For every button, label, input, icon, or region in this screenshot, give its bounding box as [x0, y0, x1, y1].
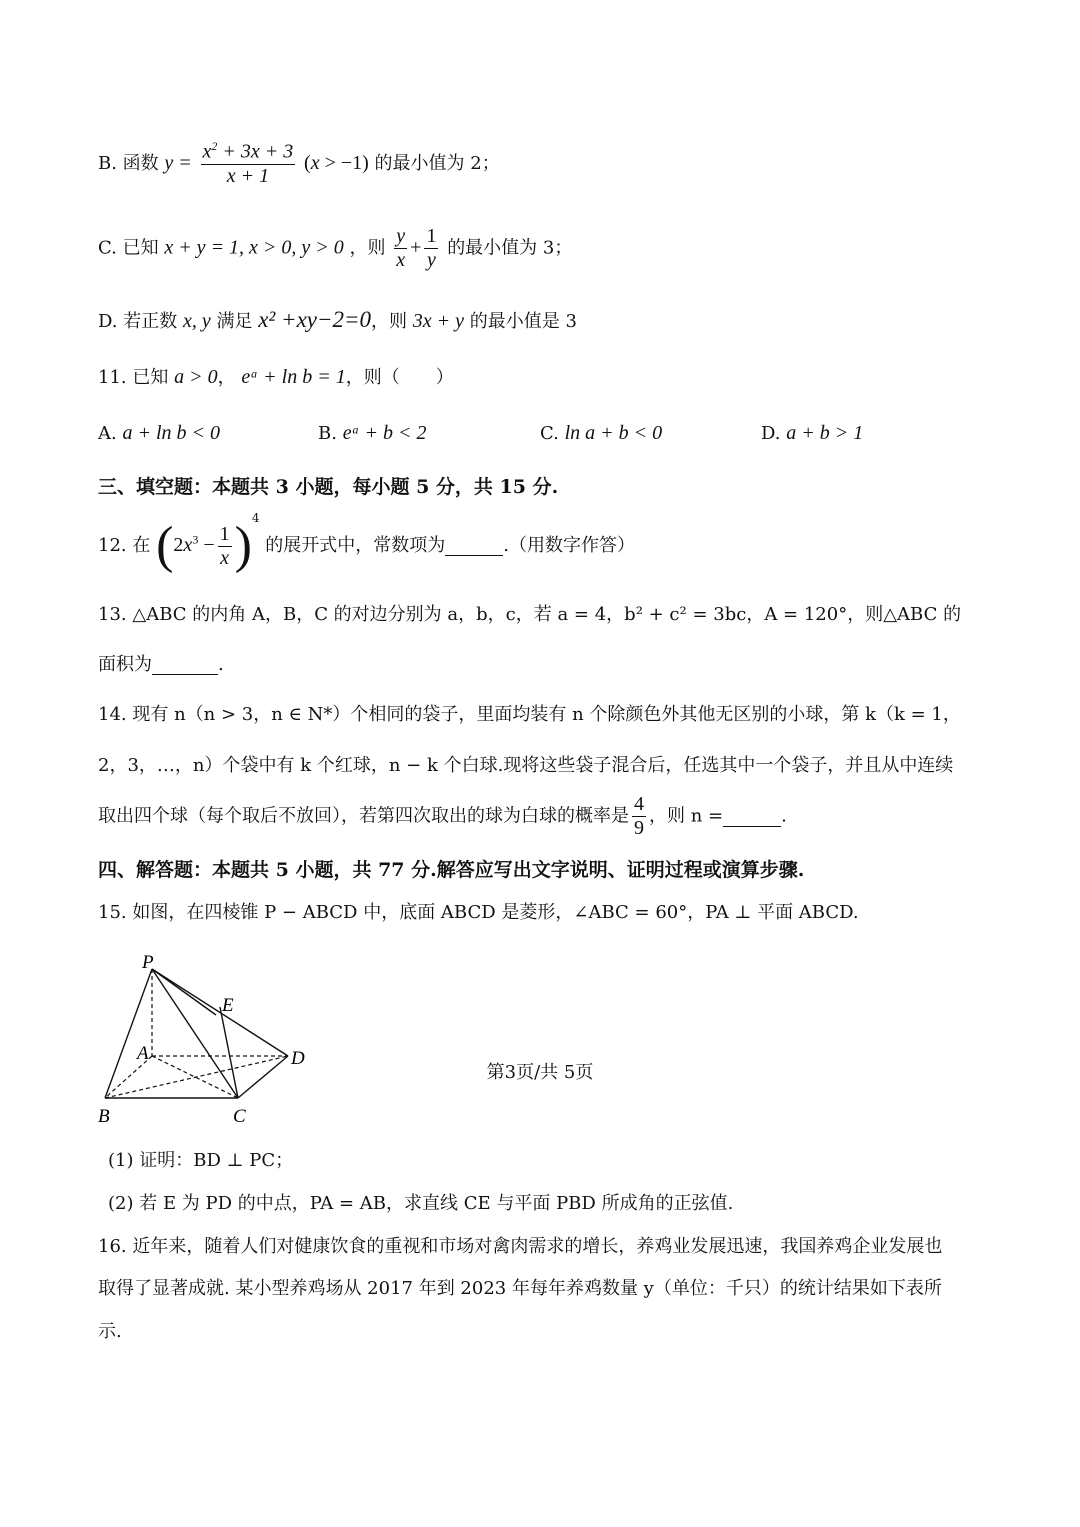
q11-cond1: a > 0 — [174, 366, 218, 388]
q11-choice-b — [318, 423, 427, 443]
q14-line3-mid: ，则 n = — [649, 805, 724, 827]
q14-line-3 — [98, 793, 787, 840]
q12-answer-blank[interactable] — [445, 537, 503, 556]
section-4-heading: 四、解答题：本题共 5 小题，共 77 分.解答应写出文字说明、证明过程或演算步骤. — [98, 859, 805, 881]
q11-tail: ，则（ ） — [345, 367, 454, 388]
q16-line-3: 示. — [98, 1321, 122, 1342]
question-12: 12. 在 ($2x^3$ − $\frac{1}{x}$ )$^4$ 的展开式中，常数项为 .（用数字作答） — [98, 511, 636, 574]
q14-line3-prefix: 取出四个球（每个取后不放回），若第四次取出的球为白球的概率是 — [98, 805, 629, 827]
option-d-mid2: ，则 — [371, 311, 408, 332]
option-d-suffix: 的最小值是 3 — [469, 311, 577, 332]
option-b-function: y = — [164, 151, 192, 174]
q13-answer-blank[interactable] — [152, 656, 218, 675]
option-d-expr: 3x + y — [412, 310, 465, 332]
option-d — [98, 308, 577, 331]
q11-choice-c — [540, 423, 662, 443]
option-c-condition: x + y = 1, x > 0, y > 0 — [164, 236, 344, 259]
q15-part-2: (2) 若 E 为 PD 的中点，PA = AB，求直线 CE 与平面 PBD 所成角的正弦值. — [108, 1193, 734, 1214]
q11-choice-d-text: a + b > 1 — [786, 422, 864, 444]
q14-answer-blank[interactable] — [723, 808, 781, 827]
option-b-domain: (x > −1) — [304, 151, 369, 174]
section-3-heading: 三、填空题：本题共 3 小题，每小题 5 分，共 15 分. — [98, 476, 559, 498]
option-c-suffix: 的最小值为 3； — [447, 237, 573, 259]
option-b-fraction: $\frac{x^2 + 3x + 3}{x + 1}$ — [202, 139, 294, 187]
q11-choice-c-text: ln a + b < 0 — [564, 422, 663, 444]
q11-cond2: eᵃ + ln b = 1 — [241, 366, 346, 388]
q15-part-1: (1) 证明：BD ⊥ PC； — [108, 1150, 294, 1171]
label-C: C — [233, 1106, 246, 1127]
q12-end: .（用数字作答） — [503, 535, 636, 556]
pyramid-figure — [96, 952, 311, 1132]
option-d-equation: x² +xy−2=0 — [258, 307, 372, 332]
q14-line-2: 2，3，…，n）个袋中有 k 个红球，n − k 个白球.现将这些袋子混合后，任选其中一个袋子，并且从中连续 — [98, 755, 954, 776]
q11-choice-d — [761, 423, 863, 443]
label-B: B — [98, 1106, 110, 1127]
q14-line3-end: . — [781, 805, 787, 827]
label-P: P — [142, 952, 154, 973]
q13-line-2 — [98, 656, 224, 675]
q13-line2-end: . — [218, 654, 224, 675]
q11-stem: 11. 已知 — [98, 367, 169, 388]
option-b-suffix: 的最小值为 2； — [374, 152, 500, 174]
label-D: D — [291, 1048, 305, 1069]
option-c-mid: ，则 — [349, 237, 386, 259]
option-d-label: D. 若正数 — [98, 311, 178, 332]
label-E: E — [222, 995, 234, 1016]
option-c: C. 已知 x + y = 1, x > 0, y > 0 ，则 $\frac{y}{x}$ + $\frac{1}{y}$ 的最小值为 3； — [98, 225, 573, 271]
q12-num: 12. 在 — [98, 535, 151, 556]
q16-line-2: 取得了显著成就. 某小型养鸡场从 2017 年到 2023 年每年养鸡数量 y（单位：千只）的统计结果如下表所 — [98, 1278, 942, 1299]
page-footer: 第3页/共 5页 — [486, 1062, 594, 1083]
q14-fraction: $\frac{4}{9}$ — [634, 793, 644, 839]
q12-fraction: $\frac{1}{x}$ — [219, 522, 230, 569]
q11-choice-a — [98, 423, 220, 443]
option-c-label: C. 已知 — [98, 237, 159, 259]
q14-line-1: 14. 现有 n（n > 3，n ∈ N*）个相同的袋子，里面均装有 n 个除颜色外其他无区别的小球，第 k（k = 1， — [98, 704, 961, 725]
option-c-frac2: $\frac{1}{y}$ — [426, 225, 437, 271]
q13-line2-prefix: 面积为 — [98, 654, 152, 675]
q11-choice-c-label: C. — [540, 423, 559, 444]
q13-line-1: 13. △ABC 的内角 A，B，C 的对边分别为 a，b，c，若 a = 4，b² + c² = 3bc，A = 120°，则△ABC 的 — [98, 604, 962, 625]
q11-choice-d-label: D. — [761, 423, 781, 444]
option-c-frac1: $\frac{y}{x}$ — [396, 225, 406, 271]
q15-stem: 15. 如图，在四棱锥 P − ABCD 中，底面 ABCD 是菱形，∠ABC = 60°，PA ⊥ 平面 ABCD. — [98, 902, 859, 923]
label-A: A — [137, 1043, 149, 1064]
option-b-label: B. 函数 — [98, 152, 159, 174]
option-b — [98, 140, 500, 188]
question-11: 11. 已知 a > 0， eᵃ + ln b = 1，则（ ） — [98, 366, 454, 388]
q16-line-1: 16. 近年来，随着人们对健康饮食的重视和市场对禽肉需求的增长，养鸡业发展迅速，我国养鸡企业发展也 — [98, 1236, 943, 1257]
q11-choice-b-text: eᵃ + b < 2 — [342, 422, 427, 444]
option-d-mid: 满足 — [216, 311, 253, 332]
q11-choice-a-text: a + ln b < 0 — [122, 422, 221, 444]
q12-tail: 的展开式中，常数项为 — [265, 535, 446, 556]
q11-choice-b-label: B. — [318, 423, 337, 444]
option-d-vars: x, y — [182, 310, 211, 332]
q11-choice-a-label: A. — [98, 423, 117, 444]
